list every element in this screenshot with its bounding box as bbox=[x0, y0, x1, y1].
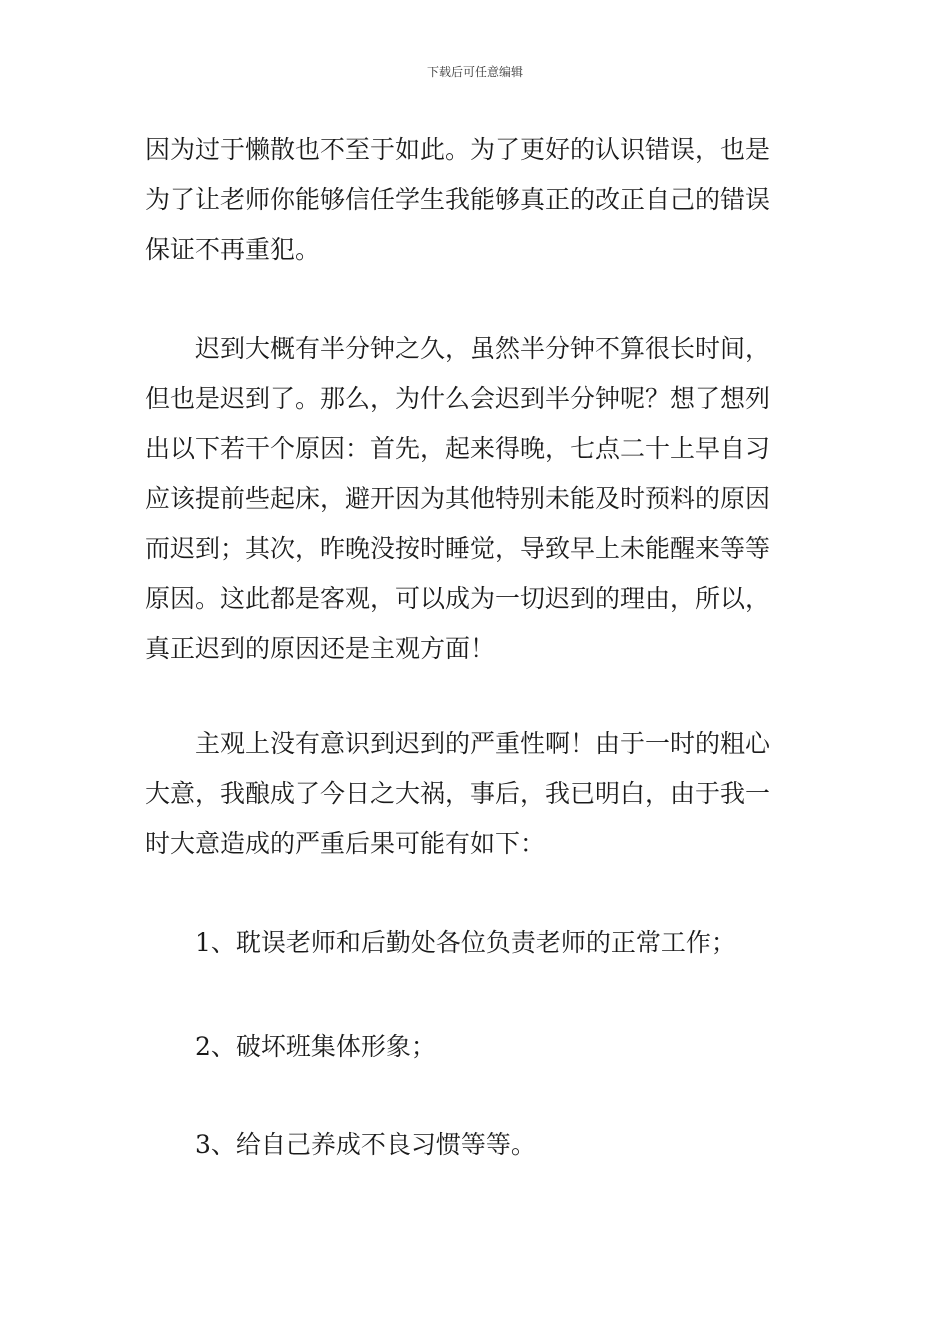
text-line: 因为过于懒散也不至于如此。为了更好的认识错误，也是 bbox=[145, 135, 771, 164]
paragraph-3 bbox=[145, 719, 810, 869]
text-line: 主观上没有意识到迟到的严重性啊！由于一时的粗心 bbox=[195, 729, 771, 758]
text-line: 而迟到；其次，昨晚没按时睡觉，导致早上未能醒来等等 bbox=[145, 534, 771, 563]
text-line: 为了让老师你能够信任学生我能够真正的改正自己的错误 bbox=[145, 185, 771, 214]
paragraph-1 bbox=[145, 125, 810, 275]
text-line: 1、耽误老师和后勤处各位负责老师的正常工作； bbox=[195, 928, 736, 957]
text-line: 保证不再重犯。 bbox=[145, 235, 321, 264]
text-line: 2、破坏班集体形象； bbox=[195, 1032, 436, 1061]
text-line: 真正迟到的原因还是主观方面！ bbox=[145, 634, 496, 663]
text-line: 迟到大概有半分钟之久，虽然半分钟不算很长时间， bbox=[195, 334, 771, 363]
list-item-1 bbox=[145, 918, 810, 968]
paragraph-2 bbox=[145, 324, 810, 674]
text-line: 出以下若干个原因：首先，起来得晚，七点二十上早自习 bbox=[145, 434, 771, 463]
text-line: 3、给自己养成不良习惯等等。 bbox=[195, 1130, 536, 1159]
text-line: 时大意造成的严重后果可能有如下： bbox=[145, 829, 546, 858]
text-line: 应该提前些起床，避开因为其他特别未能及时预料的原因 bbox=[145, 484, 771, 513]
page-header: 下载后可任意编辑 bbox=[426, 65, 523, 79]
text-line: 但也是迟到了。那么，为什么会迟到半分钟呢？想了想列 bbox=[145, 384, 771, 413]
text-line: 大意，我酿成了今日之大祸，事后，我已明白，由于我一 bbox=[145, 779, 771, 808]
list-item-2 bbox=[145, 1022, 810, 1072]
text-line: 原因。这此都是客观，可以成为一切迟到的理由，所以， bbox=[145, 584, 771, 613]
list-item-3 bbox=[145, 1120, 810, 1170]
